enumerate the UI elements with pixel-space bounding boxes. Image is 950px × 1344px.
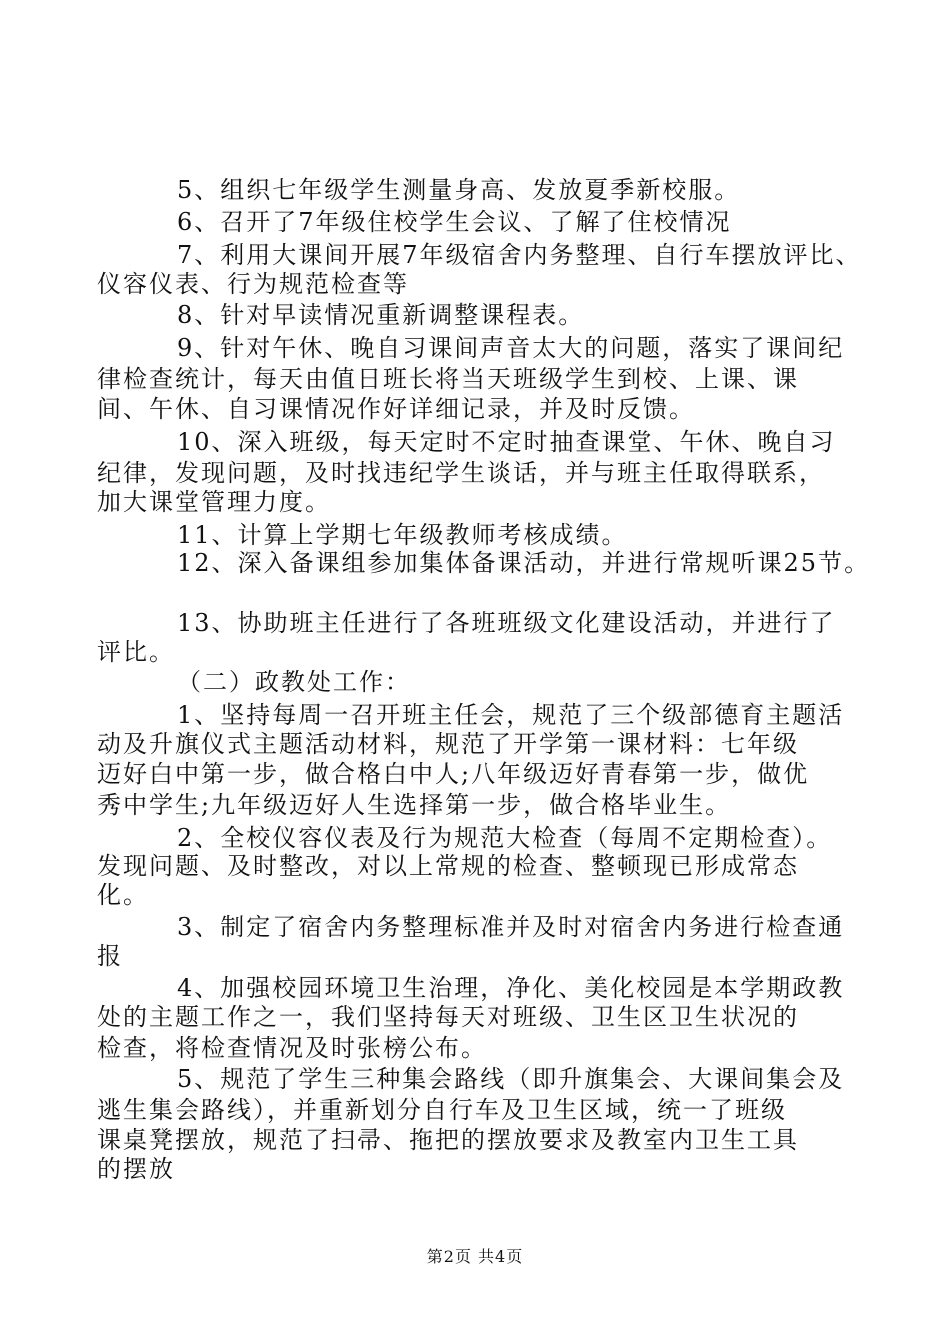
text-line: 逃生集会路线），并重新划分自行车及卫生区域，统一了班级 bbox=[97, 1096, 787, 1124]
text-line: 7、利用大课间开展7年级宿舍内务整理、自行车摆放评比、 bbox=[177, 241, 862, 269]
text-line: 5、规范了学生三种集会路线（即升旗集会、大课间集会及 bbox=[177, 1065, 845, 1093]
text-line: 迈好白中第一步，做合格白中人;八年级迈好青春第一步，做优 bbox=[97, 760, 810, 788]
text-line: 加大课堂管理力度。 bbox=[97, 488, 331, 516]
text-line: 6、召开了7年级住校学生会议、了解了住校情况 bbox=[177, 208, 732, 236]
text-line: 13、协助班主任进行了各班班级文化建设活动，并进行了 bbox=[177, 609, 836, 637]
text-line: 5、组织七年级学生测量身高、发放夏季新校服。 bbox=[177, 176, 741, 204]
text-line: 化。 bbox=[97, 881, 149, 909]
text-line: 秀中学生;九年级迈好人生选择第一步，做合格毕业生。 bbox=[97, 791, 732, 819]
text-line: 仪容仪表、行为规范检查等 bbox=[97, 270, 409, 298]
text-line: 课桌凳摆放，规范了扫帚、拖把的摆放要求及教室内卫生工具 bbox=[97, 1126, 799, 1154]
page-number-footer: 第2页 共4页 bbox=[426, 1247, 524, 1266]
text-line: 1、坚持每周一召开班主任会，规范了三个级部德育主题活 bbox=[177, 701, 845, 729]
text-line: 12、深入备课组参加集体备课活动，并进行常规听课25节。 bbox=[177, 549, 871, 577]
text-line: 律检查统计，每天由值日班长将当天班级学生到校、上课、课 bbox=[97, 365, 799, 393]
text-line: 处的主题工作之一，我们坚持每天对班级、卫生区卫生状况的 bbox=[97, 1003, 799, 1031]
text-line: 9、针对午休、晚自习课间声音太大的问题，落实了课间纪 bbox=[177, 334, 845, 362]
text-line: 3、制定了宿舍内务整理标准并及时对宿舍内务进行检查通 bbox=[177, 913, 845, 941]
text-line: 检查，将检查情况及时张榜公布。 bbox=[97, 1034, 487, 1062]
text-line: 10、深入班级，每天定时不定时抽查课堂、午休、晚自习 bbox=[177, 428, 836, 456]
text-line: 间、午休、自习课情况作好详细记录，并及时反馈。 bbox=[97, 395, 695, 423]
text-line: 11、计算上学期七年级教师考核成绩。 bbox=[177, 521, 628, 549]
text-line: 报 bbox=[97, 942, 123, 970]
text-line: 4、加强校园环境卫生治理，净化、美化校园是本学期政教 bbox=[177, 974, 845, 1002]
text-line: 发现问题、及时整改，对以上常规的检查、整顿现已形成常态 bbox=[97, 852, 799, 880]
text-line: 的摆放 bbox=[97, 1155, 175, 1183]
text-line: 2、全校仪容仪表及行为规范大检查（每周不定期检查）。 bbox=[177, 824, 833, 852]
text-line: 动及升旗仪式主题活动材料，规范了开学第一课材料：七年级 bbox=[97, 730, 799, 758]
text-line: 8、针对早读情况重新调整课程表。 bbox=[177, 301, 585, 329]
text-line: 纪律，发现问题，及时找违纪学生谈话，并与班主任取得联系， bbox=[97, 459, 825, 487]
section-heading: （二）政教处工作： bbox=[177, 668, 411, 696]
text-line: 评比。 bbox=[97, 638, 175, 666]
